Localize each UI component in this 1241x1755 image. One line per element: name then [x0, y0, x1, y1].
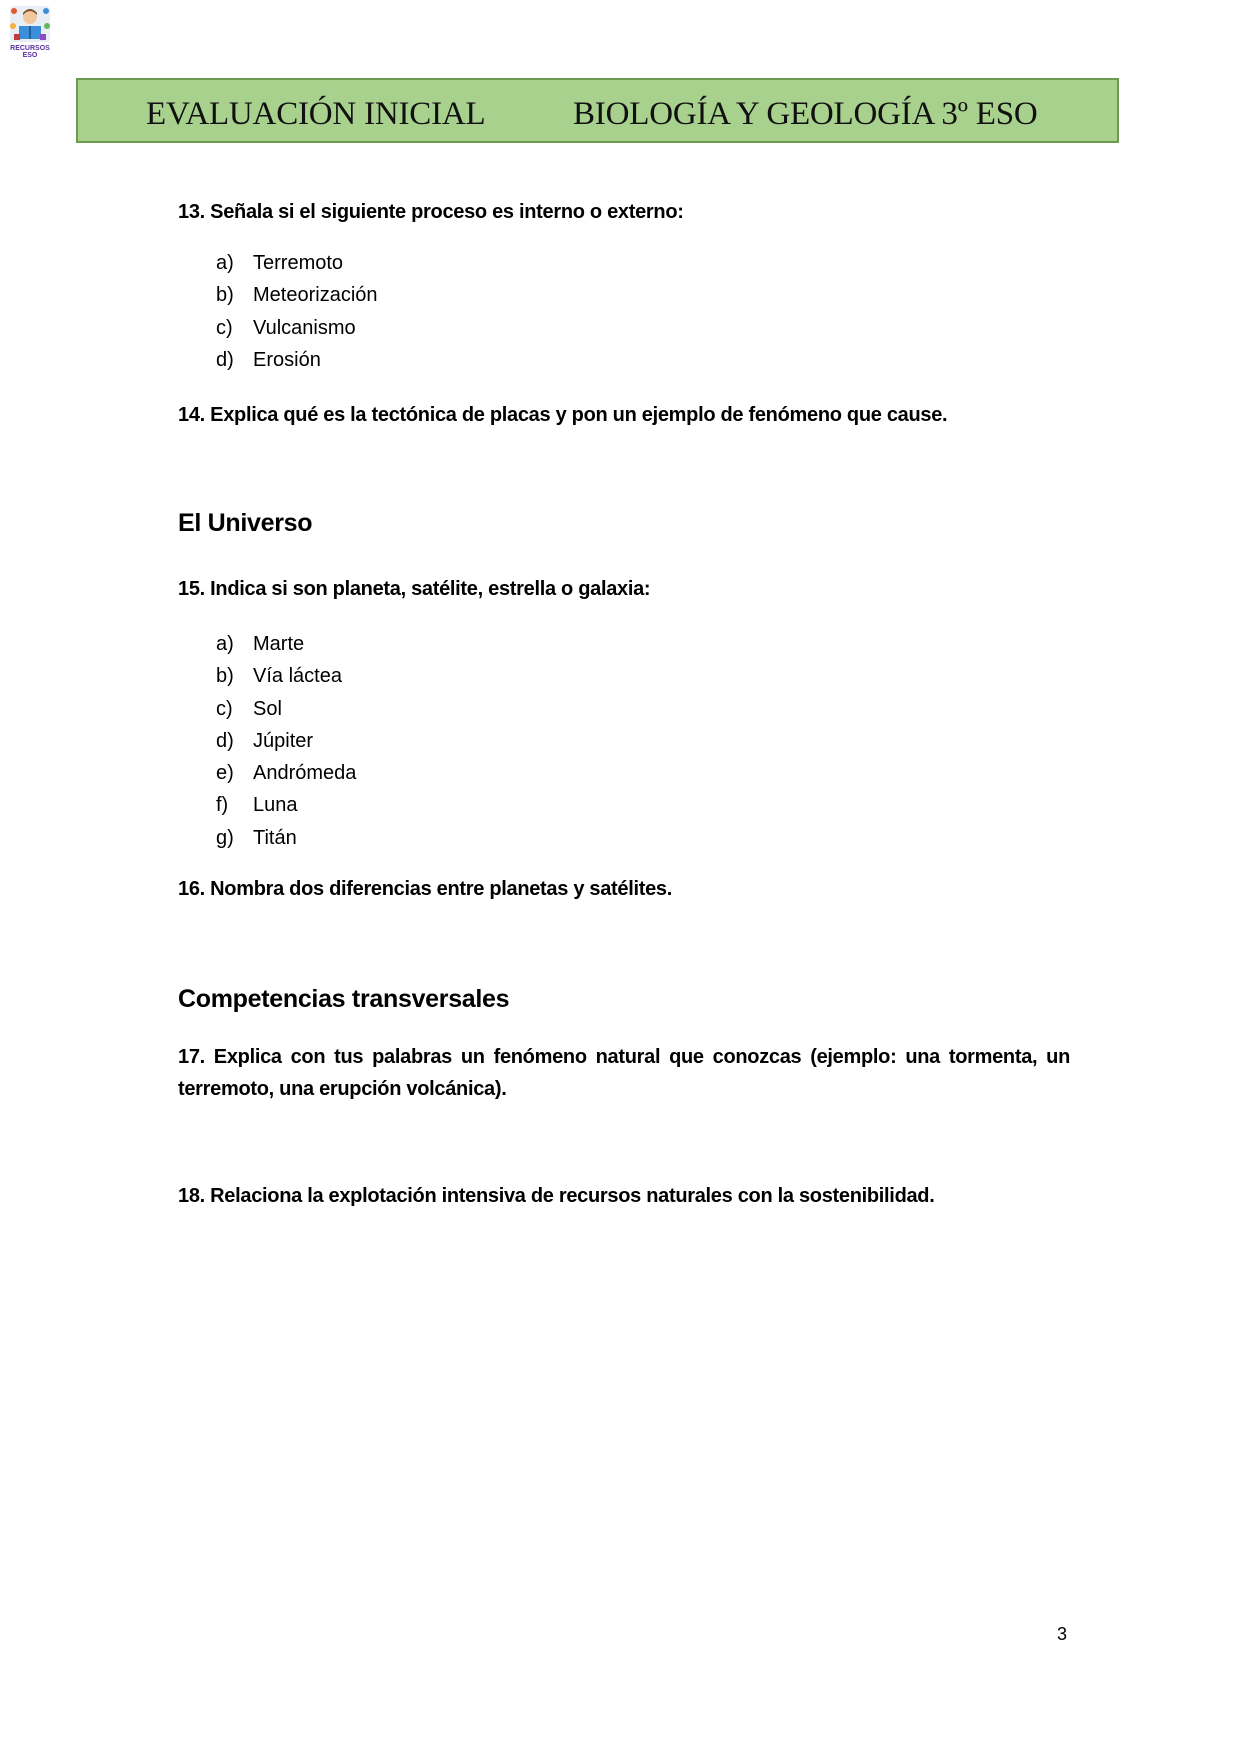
option-letter: f) [216, 794, 229, 817]
option-letter: b) [216, 665, 234, 688]
recursos-eso-logo [8, 4, 52, 60]
question-15-options [216, 628, 356, 854]
option-item [216, 725, 356, 757]
option-label: Erosión [253, 348, 321, 371]
option-item [216, 822, 356, 854]
question-13: 13. Señala si el siguiente proceso es interno o externo: [178, 201, 684, 223]
option-label: Vulcanismo [253, 316, 356, 339]
option-item [216, 660, 356, 692]
option-item [216, 628, 356, 660]
option-item [216, 312, 378, 344]
question-18: 18. Relaciona la explotación intensiva de recursos naturales con la sostenibilidad. [178, 1185, 935, 1207]
question-17: 17. Explica con tus palabras un fenómeno natural que conozcas (ejemplo: una tormenta, un terremoto, una erupción volcánica). [178, 1046, 1070, 1100]
option-item [216, 279, 378, 311]
option-letter: c) [216, 697, 233, 720]
option-label: Marte [253, 633, 305, 655]
option-item [216, 789, 356, 821]
option-letter: c) [216, 316, 233, 339]
option-label: Vía láctea [253, 665, 342, 688]
option-label: Terremoto [253, 252, 344, 274]
option-letter: a) [216, 633, 234, 655]
kid-reading-book-logo-icon [8, 4, 52, 60]
option-label: Júpiter [253, 729, 314, 752]
option-item [216, 757, 356, 789]
option-item [216, 247, 378, 279]
question-14: 14. Explica qué es la tectónica de placas y pon un ejemplo de fenómeno que cause. [178, 404, 948, 426]
page-number: 3 [1057, 1624, 1068, 1644]
svg-text:RECURSOS: RECURSOS [10, 45, 50, 52]
option-letter: a) [216, 252, 234, 274]
option-label: Titán [253, 826, 297, 849]
option-label: Meteorización [253, 284, 378, 307]
svg-text:ESO: ESO [22, 52, 38, 59]
option-label: Andrómeda [253, 762, 357, 785]
header-banner [76, 78, 1119, 143]
option-letter: d) [216, 348, 234, 371]
option-letter: b) [216, 284, 234, 307]
option-item [216, 693, 356, 725]
header-left-title: EVALUACIÓN INICIAL [146, 96, 486, 132]
question-13-options [216, 247, 378, 376]
header-right-title: BIOLOGÍA Y GEOLOGÍA 3º ESO [573, 96, 1038, 132]
option-label: Sol [253, 697, 282, 720]
section-title-competencias: Competencias transversales [178, 985, 510, 1013]
option-letter: d) [216, 729, 234, 752]
question-16: 16. Nombra dos diferencias entre planetas y satélites. [178, 878, 673, 900]
section-title-universo: El Universo [178, 509, 313, 537]
option-letter: g) [216, 826, 234, 849]
option-label: Luna [253, 794, 298, 817]
option-letter: e) [216, 762, 234, 785]
option-item [216, 344, 378, 376]
question-15: 15. Indica si son planeta, satélite, estrella o galaxia: [178, 578, 651, 600]
